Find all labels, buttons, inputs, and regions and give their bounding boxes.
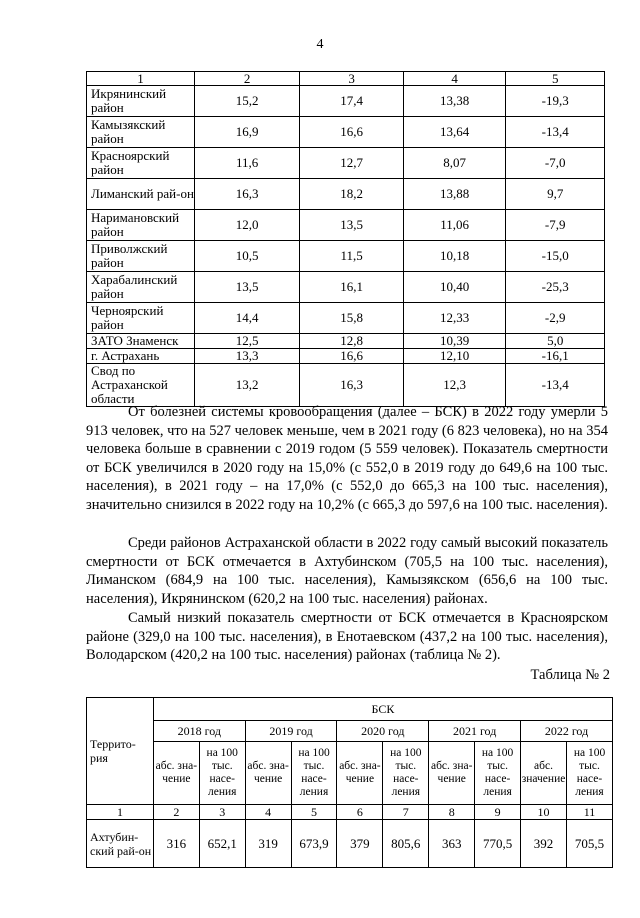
- table-cell: 13,64: [403, 117, 506, 148]
- group-header: БСК: [153, 698, 612, 721]
- table-cell: 16,3: [300, 364, 404, 407]
- abs-value-header: абс. значение: [521, 742, 567, 805]
- column-number: 11: [567, 805, 613, 820]
- table-cell: 12,33: [403, 303, 506, 334]
- abs-value-header: абс. зна-чение: [245, 742, 291, 805]
- paragraph: От болезней системы кровообращения (далее – БСК) в 2022 году умерли 5 913 человек, что на 527 человек меньше, чем в 2021 году (6 823 человека), но на 354 человека больше в сравнении с 2019 годом (5 559 человек). Показатель смертности от БСК увеличился в 2020 году на 15,0% (с 552,0 в 2019 году до 649,6 на 100 тыс. населения), в 2021 году – на 17,0% (с 552,0 до 665,3 на 100 тыс. населения), значительно снизился в 2022 году на 10,2% (с 665,3 до 597,6 на 100 тыс. населения).: [86, 404, 608, 513]
- abs-value-header: абс. зна-чение: [153, 742, 199, 805]
- column-number: 1: [87, 805, 154, 820]
- column-number: 10: [521, 805, 567, 820]
- table-cell: -2,9: [506, 303, 605, 334]
- district-name: Красноярский район: [87, 148, 195, 179]
- table-cell: 5,0: [506, 334, 605, 349]
- district-name: Камызякский район: [87, 117, 195, 148]
- table-cell: 13,5: [194, 272, 299, 303]
- table-cell: 15,8: [300, 303, 404, 334]
- table-header-row: [87, 72, 605, 86]
- table-cell: 316: [153, 820, 199, 868]
- table-cell: 16,9: [194, 117, 299, 148]
- column-number: 3: [300, 72, 404, 86]
- table-cell: -7,9: [506, 210, 605, 241]
- table-row: [87, 241, 605, 272]
- rate-header: на 100 тыс. насе-ления: [199, 742, 245, 805]
- table-cell: 11,06: [403, 210, 506, 241]
- district-rates-table: [86, 71, 605, 407]
- column-number: 5: [291, 805, 337, 820]
- column-number: 2: [194, 72, 299, 86]
- table-cell: -19,3: [506, 86, 605, 117]
- column-number: 6: [337, 805, 383, 820]
- bsk-mortality-table: [86, 697, 613, 868]
- rate-header: на 100 тыс. насе-ления: [567, 742, 613, 805]
- table-header-row: [87, 721, 613, 742]
- table-cell: 16,6: [300, 117, 404, 148]
- table-row: [87, 86, 605, 117]
- table-cell: 379: [337, 820, 383, 868]
- table-cell: 16,6: [300, 349, 404, 364]
- table-row: [87, 820, 613, 868]
- table-header-row: [87, 698, 613, 721]
- table-cell: 12,7: [300, 148, 404, 179]
- district-name: Приволжский район: [87, 241, 195, 272]
- table-row: [87, 303, 605, 334]
- rate-header: на 100 тыс. насе-ления: [383, 742, 429, 805]
- column-number: 4: [245, 805, 291, 820]
- table-caption: Таблица № 2: [530, 667, 610, 683]
- table-cell: -13,4: [506, 117, 605, 148]
- table-cell: 12,10: [403, 349, 506, 364]
- page-number: 4: [316, 37, 324, 52]
- table-cell: 8,07: [403, 148, 506, 179]
- table-cell: 13,88: [403, 179, 506, 210]
- table-header-row: [87, 742, 613, 805]
- table-cell: 12,5: [194, 334, 299, 349]
- table-cell: 319: [245, 820, 291, 868]
- paragraph: Среди районов Астраханской области в 2022 году самый высокий показатель смертности от БСК отмечается в Ахтубинском (705,5 на 100 тыс. населения), Лиманском (684,9 на 100 тыс. населения), Камызякском (656,6 на 100 тыс. населения), Икрянинском (620,2 на 100 тыс. населения) районах.: [86, 535, 608, 607]
- table-cell: -7,0: [506, 148, 605, 179]
- district-name: ЗАТО Знаменск: [87, 334, 195, 349]
- table-cell: 12,8: [300, 334, 404, 349]
- table-cell: 673,9: [291, 820, 337, 868]
- table-cell: 652,1: [199, 820, 245, 868]
- abs-value-header: абс. зна-чение: [337, 742, 383, 805]
- year-header: 2022 год: [521, 721, 613, 742]
- district-name: Свод по Астраханской области: [87, 364, 195, 407]
- table-row: [87, 364, 605, 407]
- district-name: Черноярский район: [87, 303, 195, 334]
- table-cell: -25,3: [506, 272, 605, 303]
- table-row: [87, 334, 605, 349]
- table-cell: 14,4: [194, 303, 299, 334]
- district-name: Харабалинский район: [87, 272, 195, 303]
- year-header: 2018 год: [153, 721, 245, 742]
- district-name: Икрянинский район: [87, 86, 195, 117]
- year-header: 2019 год: [245, 721, 337, 742]
- column-number-row: [87, 805, 613, 820]
- table-row: [87, 117, 605, 148]
- district-name: Лиманский рай-он: [87, 179, 195, 210]
- table-cell: 10,5: [194, 241, 299, 272]
- table-cell: 13,38: [403, 86, 506, 117]
- table-cell: 16,3: [194, 179, 299, 210]
- table-cell: 10,40: [403, 272, 506, 303]
- table-cell: -13,4: [506, 364, 605, 407]
- district-name: Наримановский район: [87, 210, 195, 241]
- table-cell: 10,39: [403, 334, 506, 349]
- table-row: [87, 210, 605, 241]
- year-header: 2021 год: [429, 721, 521, 742]
- rate-header: на 100 тыс. насе-ления: [475, 742, 521, 805]
- table-cell: 16,1: [300, 272, 404, 303]
- table-cell: 17,4: [300, 86, 404, 117]
- table-cell: 11,6: [194, 148, 299, 179]
- territory-header: Террито-рия: [87, 698, 154, 805]
- table-cell: 13,3: [194, 349, 299, 364]
- year-header: 2020 год: [337, 721, 429, 742]
- rate-header: на 100 тыс. насе-ления: [291, 742, 337, 805]
- column-number: 3: [199, 805, 245, 820]
- table-cell: 392: [521, 820, 567, 868]
- table-cell: 13,2: [194, 364, 299, 407]
- table-cell: 705,5: [567, 820, 613, 868]
- column-number: 4: [403, 72, 506, 86]
- paragraph: Самый низкий показатель смертности от БСК отмечается в Красноярском районе (329,0 на 100 тыс. населения), в Енотаевском (437,2 на 100 тыс. населения), Володарском (420,2 на 100 тыс. населения) районах (таблица № 2).: [86, 610, 608, 664]
- table-cell: 15,2: [194, 86, 299, 117]
- column-number: 9: [475, 805, 521, 820]
- column-number: 2: [153, 805, 199, 820]
- table-cell: 770,5: [475, 820, 521, 868]
- table-cell: 10,18: [403, 241, 506, 272]
- table-cell: 18,2: [300, 179, 404, 210]
- column-number: 7: [383, 805, 429, 820]
- table-cell: -16,1: [506, 349, 605, 364]
- table-row: [87, 349, 605, 364]
- table-row: [87, 272, 605, 303]
- abs-value-header: абс. зна-чение: [429, 742, 475, 805]
- table-cell: 12,0: [194, 210, 299, 241]
- table-row: [87, 179, 605, 210]
- table-cell: -15,0: [506, 241, 605, 272]
- district-name: г. Астрахань: [87, 349, 195, 364]
- table-cell: 805,6: [383, 820, 429, 868]
- column-number: 1: [87, 72, 195, 86]
- column-number: 8: [429, 805, 475, 820]
- table-cell: 11,5: [300, 241, 404, 272]
- table-cell: 12,3: [403, 364, 506, 407]
- territory-name: Ахтубин-ский рай-он: [87, 820, 154, 868]
- table-row: [87, 148, 605, 179]
- table-cell: 9,7: [506, 179, 605, 210]
- column-number: 5: [506, 72, 605, 86]
- table-cell: 13,5: [300, 210, 404, 241]
- table-cell: 363: [429, 820, 475, 868]
